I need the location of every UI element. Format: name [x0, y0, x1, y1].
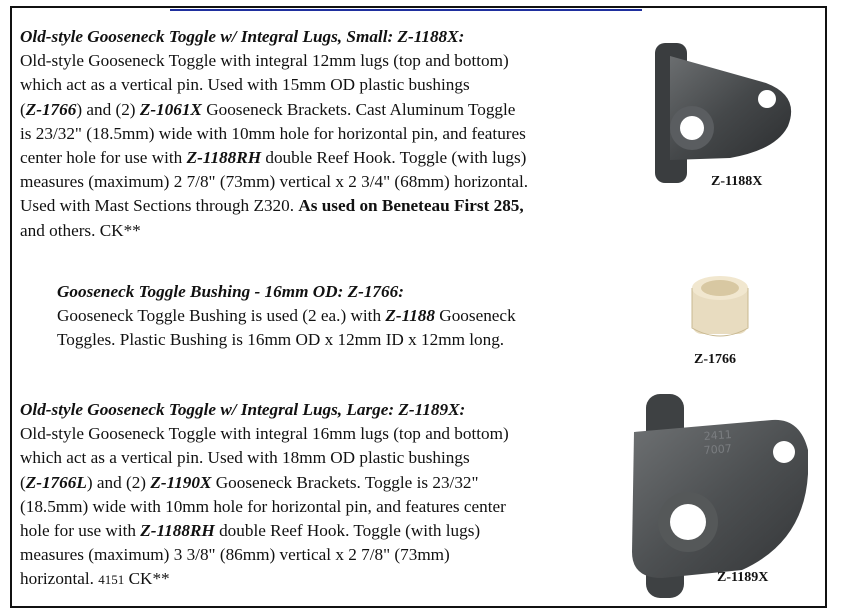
product-title: Gooseneck Toggle Bushing - 16mm OD: Z-1766:	[57, 282, 404, 301]
desc-line: measures (maximum) 2 7/8" (73mm) vertical x 2 3/4" (68mm) horizontal.	[20, 172, 529, 192]
desc-line: which act as a vertical pin. Used with 18mm OD plastic bushings	[20, 448, 470, 468]
link-z1766[interactable]: Z-1766	[25, 99, 77, 119]
desc-line	[57, 304, 617, 328]
desc-line	[20, 194, 640, 218]
desc-text: (	[20, 472, 26, 492]
desc-text: Gooseneck Brackets. Cast Aluminum Toggle	[201, 99, 516, 119]
image-caption: Z-1188X	[711, 174, 763, 189]
link-z1061x[interactable]: Z-1061X	[139, 99, 202, 119]
casting-mark: 2411	[703, 428, 733, 443]
desc-text: center hole for use with	[20, 148, 187, 168]
desc-text: Gooseneck Toggle Bushing is used (2 ea.) with	[57, 306, 386, 326]
product-title: Old-style Gooseneck Toggle w/ Integral Lugs, Large: Z-1189X:	[20, 400, 466, 419]
desc-line: (18.5mm) wide with 10mm hole for horizontal pin, and features center	[20, 496, 506, 516]
desc-text: Gooseneck	[435, 306, 516, 326]
part-number-small: 4151	[98, 572, 125, 588]
highlight-text: As used on Beneteau First 285,	[298, 196, 524, 216]
link-z1190x[interactable]: Z-1190X	[150, 472, 212, 492]
link-z1188rh[interactable]: Z-1188RH	[186, 148, 262, 168]
desc-line	[20, 471, 640, 495]
desc-text: double Reef Hook. Toggle (with lugs)	[214, 521, 481, 541]
desc-line: and others. CK**	[20, 220, 141, 240]
image-caption: Z-1189X	[717, 570, 769, 585]
desc-line: Old-style Gooseneck Toggle with integral 12mm lugs (top and bottom)	[20, 51, 509, 71]
desc-text: hole for use with	[20, 521, 141, 541]
product-z1188x-description	[20, 25, 640, 243]
desc-line	[20, 519, 640, 543]
casting-mark: 7007	[703, 442, 733, 457]
product-image-z1189x	[622, 392, 822, 600]
desc-text: Gooseneck Brackets. Toggle is 23/32"	[211, 472, 479, 492]
desc-text: ) and (2)	[76, 99, 140, 119]
desc-line	[20, 98, 640, 122]
desc-line: is 23/32" (18.5mm) wide with 10mm hole for horizontal pin, and features	[20, 123, 526, 143]
product-z1189x-description	[20, 398, 640, 593]
desc-line	[20, 146, 640, 170]
desc-line: Toggles. Plastic Bushing is 16mm OD x 12mm ID x 12mm long.	[57, 330, 505, 350]
link-z1188rh[interactable]: Z-1188RH	[140, 521, 215, 541]
desc-text: CK**	[124, 569, 170, 589]
product-image-z1766	[682, 272, 758, 344]
link-z1766l[interactable]: Z-1766L	[25, 472, 87, 492]
desc-line	[20, 567, 640, 592]
link-z1188[interactable]: Z-1188	[385, 306, 435, 326]
product-z1766-description	[57, 280, 617, 353]
desc-text: Used with Mast Sections through Z320.	[20, 196, 299, 216]
desc-line: which act as a vertical pin. Used with 15mm OD plastic bushings	[20, 75, 470, 95]
desc-text: double Reef Hook. Toggle (with lugs)	[261, 148, 527, 168]
image-caption: Z-1766	[694, 352, 736, 367]
product-title: Old-style Gooseneck Toggle w/ Integral Lugs, Small: Z-1188X:	[20, 27, 465, 46]
desc-text: horizontal.	[20, 569, 99, 589]
product-image-z1188x	[648, 38, 808, 188]
desc-text: (	[20, 99, 26, 119]
desc-text: ) and (2)	[86, 472, 151, 492]
desc-line: Old-style Gooseneck Toggle with integral 16mm lugs (top and bottom)	[20, 424, 509, 444]
desc-line: measures (maximum) 3 3/8" (86mm) vertical x 2 7/8" (73mm)	[20, 545, 450, 565]
